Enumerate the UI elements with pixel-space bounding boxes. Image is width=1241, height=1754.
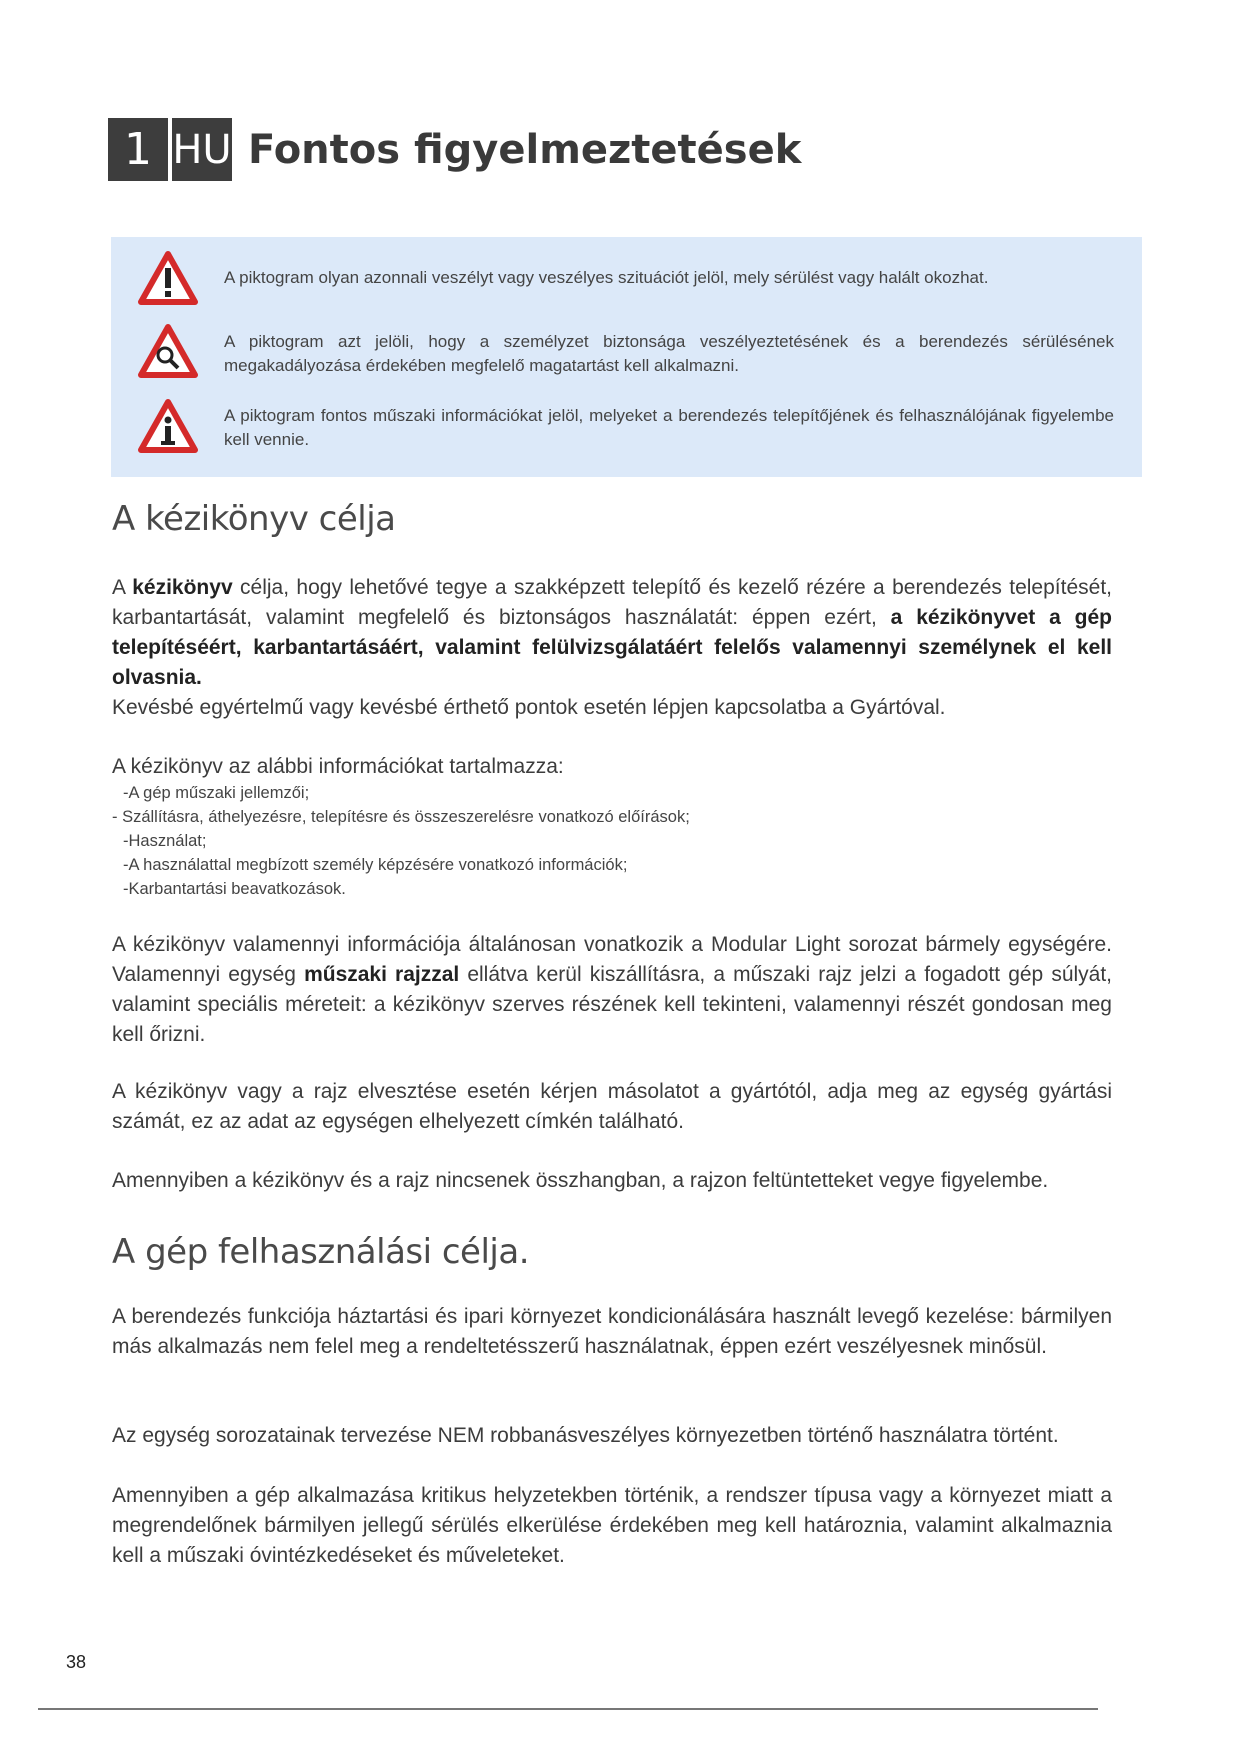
paragraph: Amennyiben a kézikönyv és a rajz nincsenek összhangban, a rajzon feltüntetteket vegye figyelembe. [112, 1169, 1049, 1192]
list-item: -A gép műszaki jellemzői; [123, 784, 310, 802]
paragraph: A berendezés funkciója háztartási és ipari környezet kondicionálására használt levegő kezelése: bármilyen más alkalmazás nem felel meg a rendeltetésszerű használatnak, éppen ezért veszélyesnek minősül. [112, 1305, 1112, 1358]
list-item: -Karbantartási beavatkozások. [123, 880, 346, 898]
section-heading: A gép felhasználási célja. [112, 1232, 530, 1272]
bold-text: a kézikönyvet a gép telepítéséért, karbantartásáért, valamint felülvizsgálatáért felelős valamennyi személynek el kell olvasnia. [112, 606, 1112, 689]
warning-info-icon [137, 398, 199, 454]
text-run: célja, hogy lehetővé tegye a szakképzett telepítő és kezelő rézére a berendezés telepítését, karbantartását, valamint megfelelő és biztonságos használatát: éppen ezért, [112, 576, 1112, 629]
warning-text: A piktogram fontos műszaki információkat jelöl, melyeket a berendezés telepítőjének és felhasználójának figyelembe kell vennie. [224, 406, 1114, 449]
bold-text: kézikönyv [132, 576, 233, 599]
language-code: HU [172, 118, 232, 181]
page-title: Fontos figyelmeztetések [248, 126, 802, 173]
paragraph [112, 930, 1112, 1050]
paragraph: Az egység sorozatainak tervezése NEM robbanásveszélyes környezetben történő használatra történt. [112, 1424, 1059, 1447]
warning-exclamation-icon [137, 250, 199, 306]
list-item: -A használattal megbízott személy képzésére vonatkozó információk; [123, 856, 628, 874]
list-item: - Szállításra, áthelyezésre, telepítésre és összeszerelésre vonatkozó előírások; [112, 808, 690, 826]
paragraph: A kézikönyv vagy a rajz elvesztése esetén kérjen másolatot a gyártótól, adja meg az egység gyártási számát, ez az adat az egységen elhelyezett címkén található. [112, 1080, 1112, 1133]
paragraph: Kevésbé egyértelmű vagy kevésbé érthető pontok esetén lépjen kapcsolatba a Gyártóval. [112, 696, 946, 719]
warning-text: A piktogram olyan azonnali veszélyt vagy veszélyes szituációt jelöl, mely sérülést vagy halált okozhat. [224, 268, 989, 287]
warning-text: A piktogram azt jelöli, hogy a személyzet biztonsága veszélyeztetésének és a berendezés sérülésének megakadályozása érdekében megfelelő magatartást kell alkalmazni. [224, 332, 1114, 375]
footer-rule [38, 1708, 1098, 1710]
section-header [108, 118, 801, 181]
info-list [112, 781, 1112, 901]
page-number: 38 [66, 1652, 87, 1672]
section-heading: A kézikönyv célja [112, 499, 396, 539]
paragraph [112, 573, 1112, 693]
chapter-number: 1 [108, 118, 168, 181]
list-intro: A kézikönyv az alábbi információkat tartalmazza: [112, 755, 564, 778]
paragraph: Amennyiben a gép alkalmazása kritikus helyzetekben történik, a rendszer típusa vagy a környezet miatt a megrendelőnek bármilyen jellegű sérülés elkerülése érdekében meg kell határoznia, valamint alkalmaznia kell a műszaki óvintézkedéseket és műveleteket. [112, 1484, 1112, 1567]
warning-magnifier-icon [137, 323, 199, 379]
text-run: ellátva kerül kiszállításra, a műszaki rajz jelzi a fogadott gép súlyát, valamint speciális méreteit: a kézikönyv szerves részének kell tekinteni, valamennyi részét gondosan meg kell őrizni. [112, 963, 1113, 1046]
list-item: -Használat; [123, 832, 207, 850]
text-run: A kézikönyv valamennyi információja általánosan vonatkozik a Modular Light sorozat bármely egységére. Valamennyi egység [112, 933, 1112, 986]
text-run: A [112, 576, 133, 599]
warning-panel [111, 237, 1142, 477]
bold-text: műszaki rajzzal [304, 963, 460, 986]
